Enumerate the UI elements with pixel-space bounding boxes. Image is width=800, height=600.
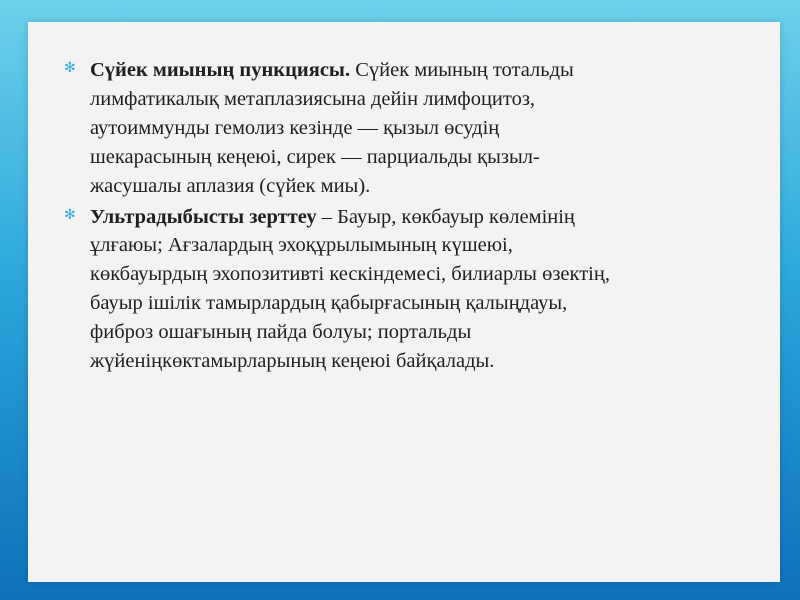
bullet-item-ultrasound bbox=[62, 203, 622, 376]
bullet-item-bone-marrow-puncture bbox=[62, 56, 622, 201]
bullet-text: Сүйек миының тотальды лимфатикалық метаплазиясына дейін лимфоцитоз, аутоиммунды гемолиз кезінде — қызыл өсудің шекарасының кеңеюі, сирек — парциальды қызыл-жасушалы аплазия (сүйек миы). bbox=[90, 59, 574, 197]
bullet-lead: Сүйек миының пункциясы. bbox=[90, 59, 351, 81]
star-bullet-icon: ✻ bbox=[64, 206, 76, 223]
slide-content-panel bbox=[28, 22, 780, 582]
bullet-text: – Бауыр, көкбауыр көлемінің ұлғаюы; Ағзалардың эхоқұрылымының күшеюі, көкбауырдың эхопозитивті кескіндемесі, билиарлы өзектің, бауыр ішілік тамырлардың қабырғасының қалыңдауы, фиброз ошағының пайда болуы; портальды жүйеніңкөктамырларының кеңеюі байқалады. bbox=[90, 205, 610, 373]
bullet-lead: Ультрадыбысты зерттеу bbox=[90, 205, 317, 228]
star-bullet-icon: ✻ bbox=[64, 60, 76, 76]
slide-text bbox=[62, 56, 622, 378]
